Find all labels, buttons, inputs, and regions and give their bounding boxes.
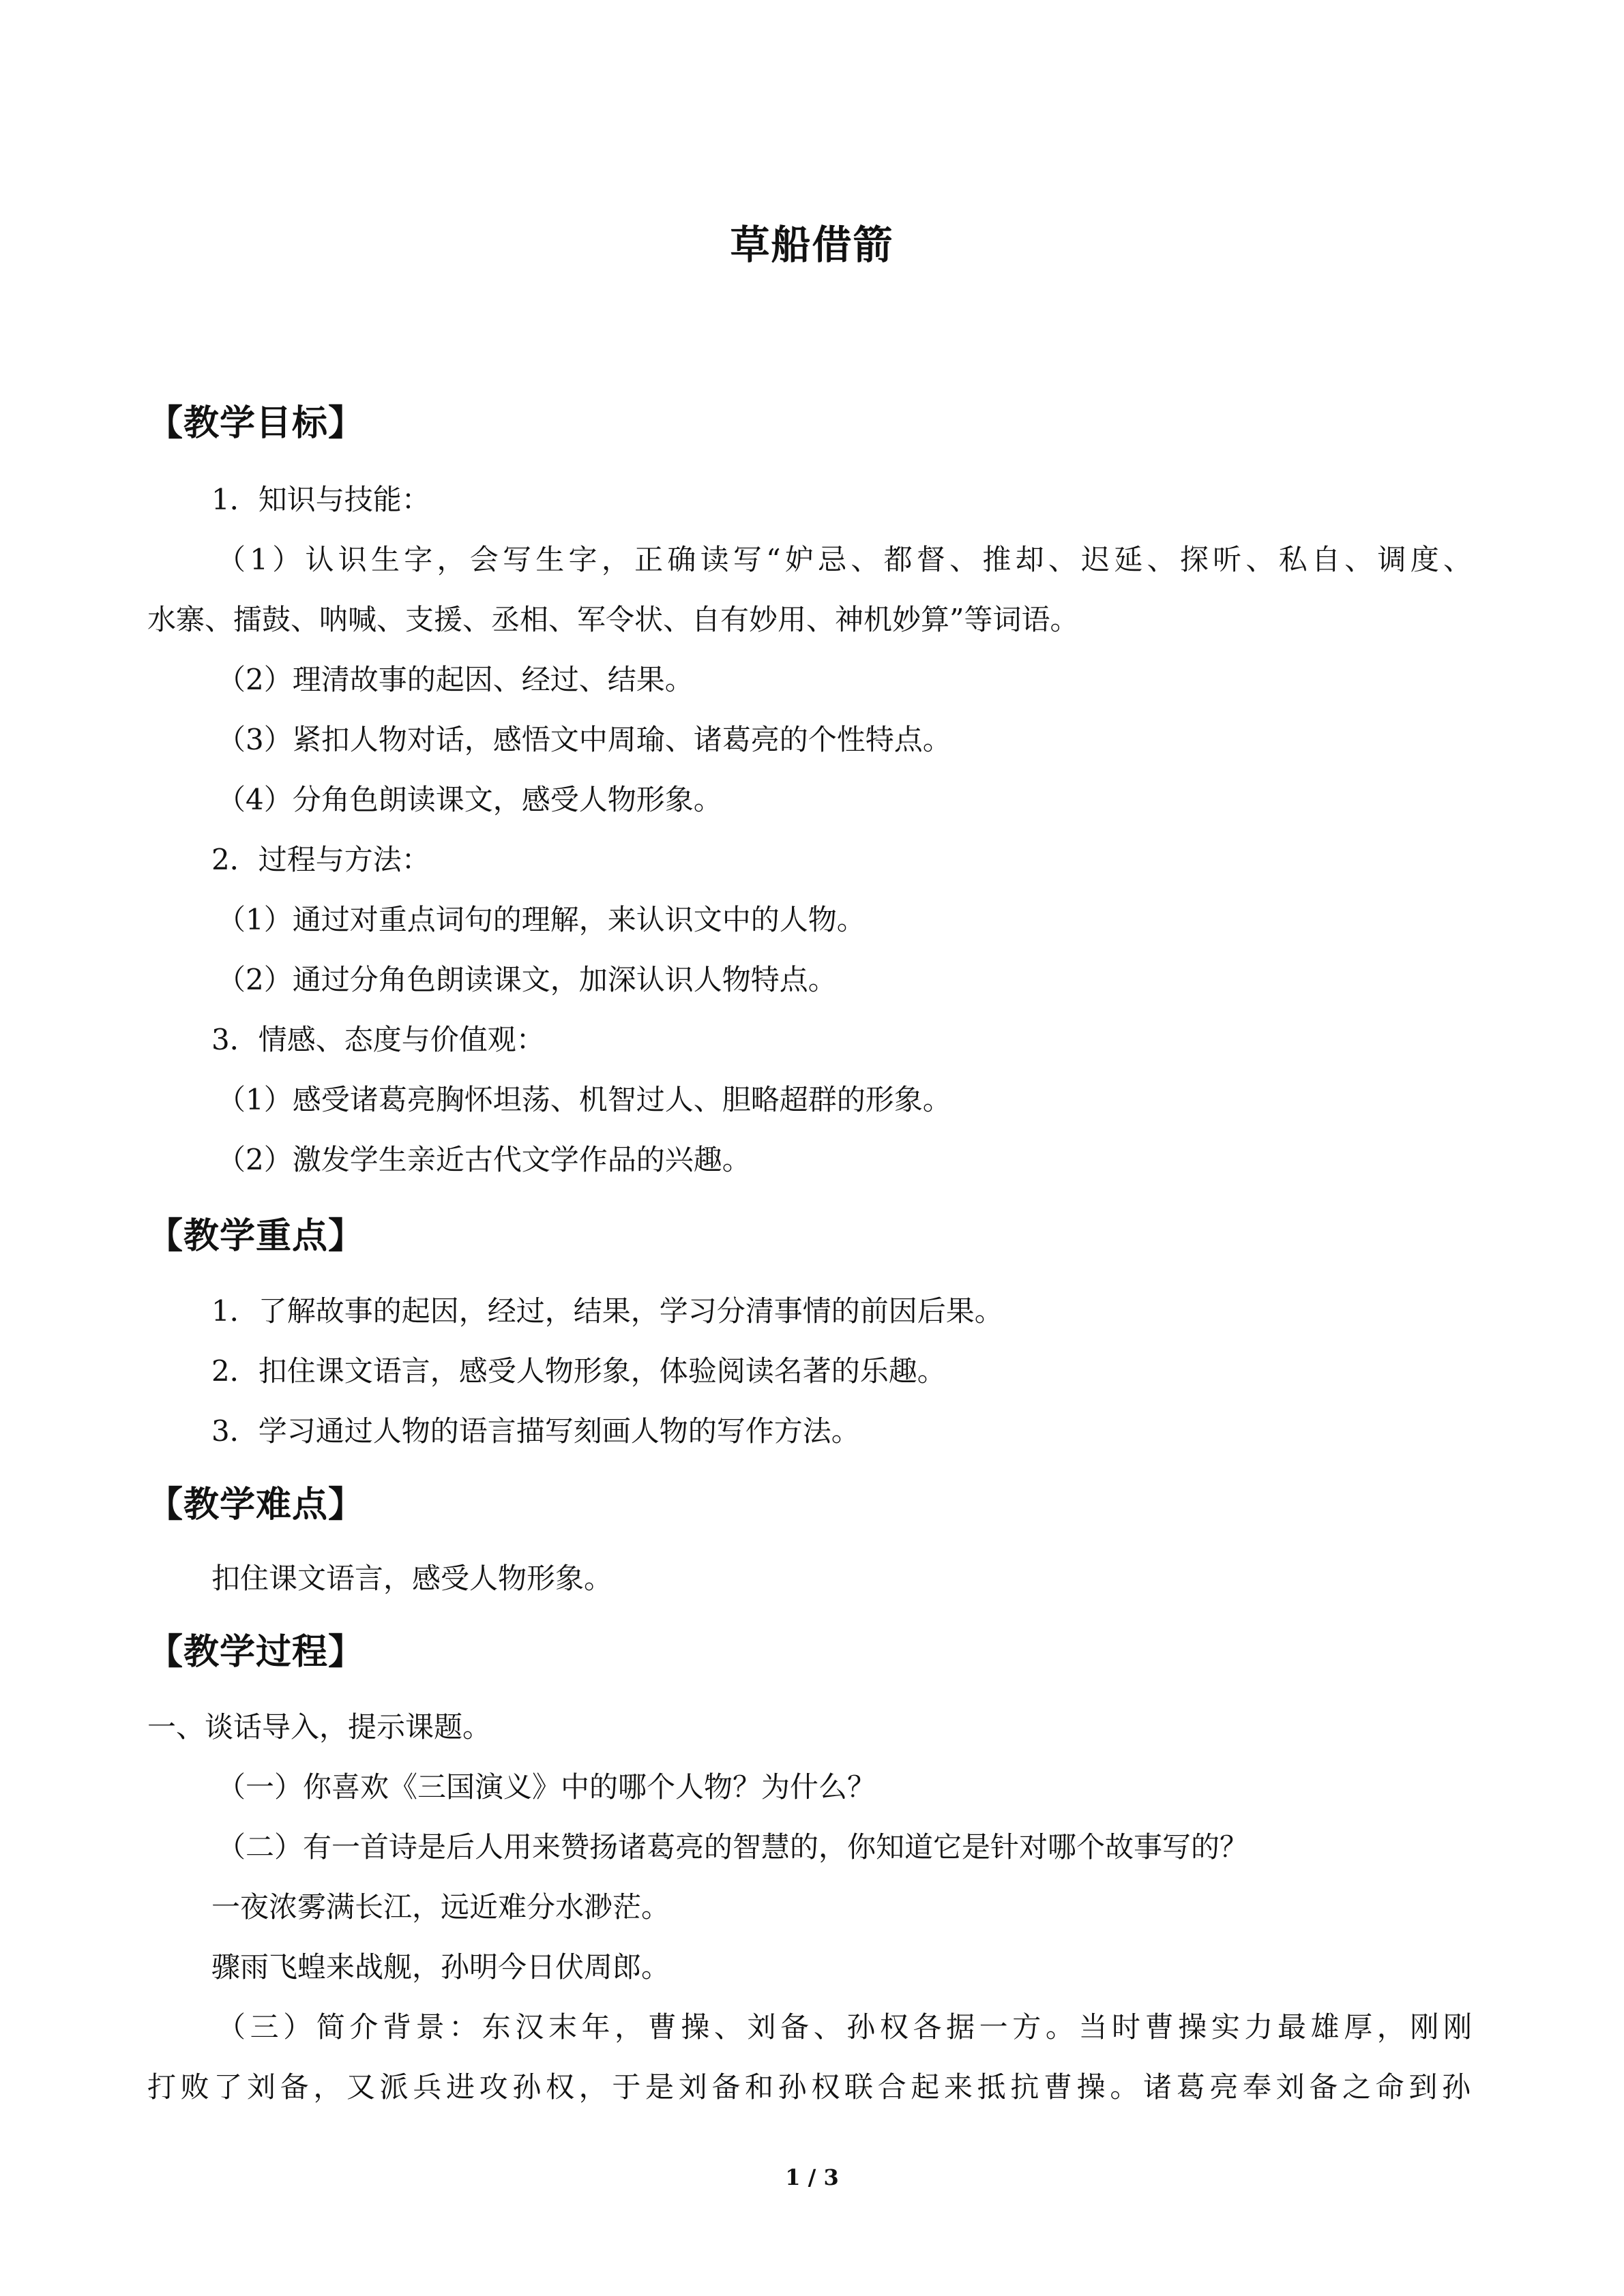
page-number: 1 / 3 — [785, 2164, 839, 2190]
section-heading-difficult: 【教学难点】 — [147, 1485, 365, 1525]
key-line-2: 2．扣住课文语言，感受人物形象，体验阅读名著的乐趣。 — [211, 1354, 946, 1388]
goals-line-5: （4）分角色朗读课文，感受人物形象。 — [217, 783, 722, 816]
goals-line-9: 3．情感、态度与价值观： — [211, 1023, 545, 1056]
key-line-1: 1．了解故事的起因，经过，结果，学习分清事情的前因后果。 — [211, 1294, 1003, 1328]
poem-line-2: 骤雨飞蝗来战舰，孙明今日伏周郎。 — [211, 1950, 670, 1984]
goals-line-2a: （1）认识生字，会写生字，正确读写“妒忌、都督、推却、迟延、探听、私自、调度、 — [217, 543, 1472, 576]
process-line-6b: 打败了刘备，又派兵进攻孙权，于是刘备和孙权联合起来抵抗曹操。诸葛亮奉刘备之命到孙 — [147, 2070, 1471, 2104]
goals-line-10: （1）感受诸葛亮胸怀坦荡、机智过人、胆略超群的形象。 — [217, 1083, 951, 1116]
difficult-line-1: 扣住课文语言，感受人物形象。 — [211, 1562, 613, 1595]
goals-line-7: （1）通过对重点词句的理解，来认识文中的人物。 — [217, 903, 866, 936]
section-heading-key: 【教学重点】 — [147, 1216, 365, 1257]
process-line-6a: （三）简介背景：东汉末年，曹操、刘备、孙权各据一方。当时曹操实力最雄厚，刚刚 — [217, 2010, 1472, 2044]
process-line-1: 一、谈话导入，提示课题。 — [147, 1710, 492, 1744]
goals-line-2b: 水寨、擂鼓、呐喊、支援、丞相、军令状、自有妙用、神机妙算”等词语。 — [147, 603, 1079, 636]
section-heading-process: 【教学过程】 — [147, 1632, 365, 1673]
document-title: 草船借箭 — [730, 222, 894, 268]
goals-line-3: （2）理清故事的起因、经过、结果。 — [217, 663, 694, 696]
goals-line-1: 1．知识与技能： — [211, 483, 430, 516]
section-heading-goals: 【教学目标】 — [147, 403, 365, 444]
process-line-2: （一）你喜欢《三国演义》中的哪个人物？为什么？ — [217, 1770, 876, 1804]
key-line-3: 3．学习通过人物的语言描写刻画人物的写作方法。 — [211, 1414, 860, 1448]
poem-line-1: 一夜浓雾满长江，远近难分水渺茫。 — [211, 1890, 670, 1924]
goals-line-11: （2）激发学生亲近古代文学作品的兴趣。 — [217, 1143, 751, 1176]
goals-line-8: （2）通过分角色朗读课文，加深认识人物特点。 — [217, 963, 837, 996]
process-line-3: （二）有一首诗是后人用来赞扬诸葛亮的智慧的，你知道它是针对哪个故事写的？ — [217, 1830, 1249, 1864]
goals-line-6: 2．过程与方法： — [211, 843, 430, 876]
goals-line-4: （3）紧扣人物对话，感悟文中周瑜、诸葛亮的个性特点。 — [217, 723, 951, 756]
